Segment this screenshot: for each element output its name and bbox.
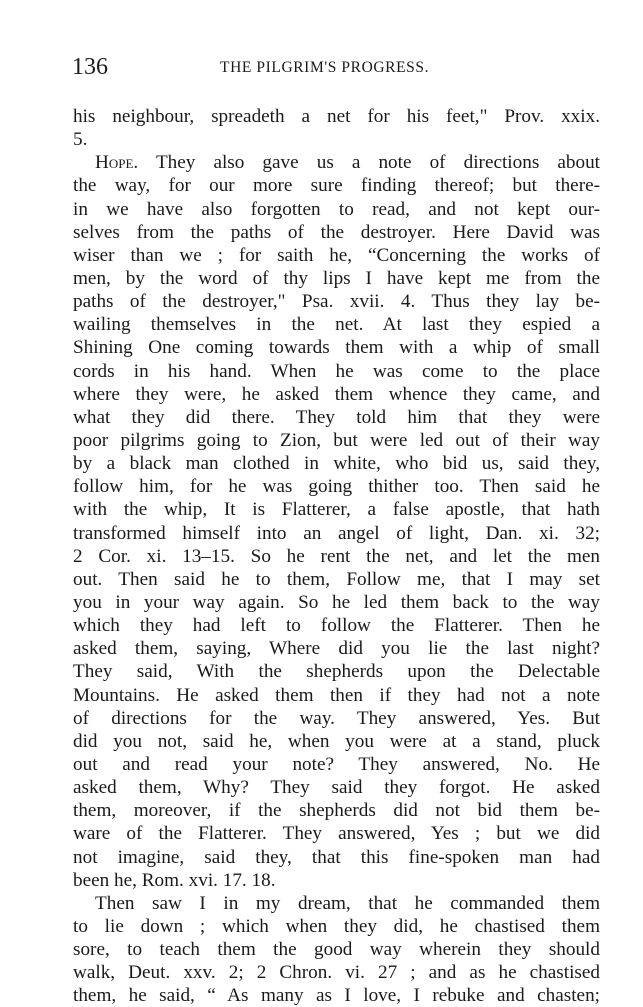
text-line: selves from the paths of the destroyer. Here David was [73, 221, 600, 243]
text-line: his neighbour, spreadeth a net for his feet," Prov. xxix. [73, 106, 600, 127]
text-line: out. Then said he to them, Follow me, that I may set [73, 568, 600, 590]
text-line: They said, With the shepherds upon the Delectable [73, 661, 600, 683]
text-line: out and read your note? They answered, No. He [73, 753, 600, 775]
text-line: them, moreover, if the shepherds did not bid them be- [73, 800, 600, 822]
page-header [72, 52, 597, 82]
text-line-rest: They also gave us a note of directions about [138, 152, 600, 174]
text-line: walk, Deut. xxv. 2; 2 Chron. vi. 27 ; and as he chastised [73, 962, 600, 984]
body-text [73, 105, 600, 1007]
text-line: Mountains. He asked them then if they had not a note [73, 684, 600, 706]
running-head: THE PILGRIM'S PROGRESS. [220, 59, 430, 76]
text-line: transformed himself into an angel of light, Dan. xi. 32; [73, 522, 600, 544]
text-line: the way, for our more sure finding thereof; but there- [73, 175, 600, 197]
text-line: ware of the Flatterer. They answered, Yes ; but we did [73, 823, 600, 845]
text-line: men, by the word of thy lips I have kept me from the [73, 267, 600, 289]
text-line: asked them, saying, Where did you lie the last night? [73, 638, 600, 660]
text-line: 2 Cor. xi. 13–15. So he rent the net, and let the men [73, 545, 600, 567]
text-line: which they had left to follow the Flatterer. Then he [73, 615, 600, 637]
speaker-name: Hope. [95, 152, 139, 174]
text-line [73, 151, 600, 174]
text-line: 5. [73, 129, 88, 151]
text-line: what they did there. They told him that they were [73, 406, 600, 428]
text-line: Shining One coming towards them with a whip of small [73, 337, 600, 359]
text-line: in we have also forgotten to read, and not kept our- [73, 198, 600, 220]
text-line: asked them, Why? They said they forgot. He asked [73, 777, 600, 799]
text-line: them, he said, “ As many as I love, I rebuke and chasten; [73, 985, 600, 1007]
text-line: sore, to teach them the good way wherein they should [73, 939, 600, 961]
text-line: poor pilgrims going to Zion, but were led out of their way [73, 429, 600, 451]
text-line: wiser than we ; for saith he, “Concerning the works of [73, 244, 600, 266]
text-line: by a black man clothed in white, who bid us, said they, [73, 453, 600, 475]
text-line: you in your way again. So he led them back to the way [73, 591, 600, 613]
text-line: Then saw I in my dream, that he commanded them [95, 892, 600, 914]
text-line: to lie down ; which when they did, he chastised them [73, 915, 600, 937]
text-line: with the whip, It is Flatterer, a false apostle, that hath [73, 499, 600, 521]
text-line: been he, Rom. xvi. 17. 18. [73, 869, 276, 891]
text-line: cords in his hand. When he was come to the place [73, 360, 600, 382]
text-line: wailing themselves in the net. At last they espied a [73, 314, 600, 336]
page-number: 136 [72, 54, 108, 80]
text-line: did you not, said he, when you were at a stand, pluck [73, 730, 600, 752]
text-line: of directions for the way. They answered, Yes. But [73, 707, 600, 729]
text-line: not imagine, said they, that this fine-spoken man had [73, 846, 600, 868]
text-line: where they were, he asked them whence they came, and [73, 383, 600, 405]
text-line: follow him, for he was going thither too. Then said he [73, 476, 600, 498]
text-line: paths of the destroyer," Psa. xvii. 4. Thus they lay be- [73, 291, 600, 313]
